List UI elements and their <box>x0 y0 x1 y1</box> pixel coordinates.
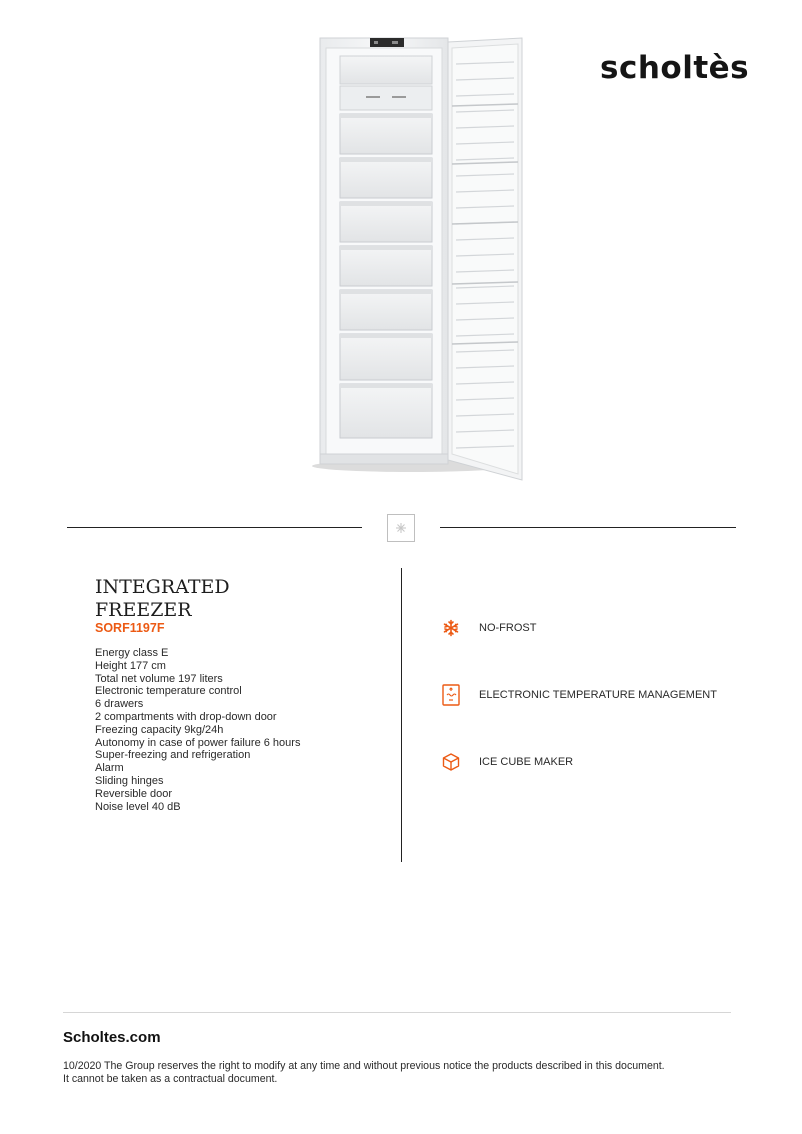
disclaimer-line: It cannot be taken as a contractual document. <box>63 1073 278 1085</box>
spec-item: Super-freezing and refrigeration <box>95 749 251 762</box>
spec-item: Total net volume 197 liters <box>95 672 223 685</box>
disclaimer-line: 10/2020 The Group reserves the right to modify at any time and without previous notice the products described in this document. <box>63 1060 665 1072</box>
website-link[interactable]: Scholtes.com <box>63 1029 161 1046</box>
product-title-line1: INTEGRATED <box>95 576 230 598</box>
freezer-product-image <box>312 34 528 494</box>
snowflake-icon <box>395 522 407 534</box>
spec-item: Electronic temperature control <box>95 685 242 698</box>
feature-label: ICE CUBE MAKER <box>479 756 574 768</box>
spec-item: Autonomy in case of power failure 6 hours <box>95 736 301 749</box>
legal-disclaimer <box>63 1060 763 1086</box>
product-model: SORF1197F <box>95 621 165 635</box>
feature-electronic-temperature <box>440 682 760 708</box>
feature-label: ELECTRONIC TEMPERATURE MANAGEMENT <box>479 689 717 701</box>
spec-item: Height 177 cm <box>95 659 166 672</box>
brand-logo: scholtès <box>600 50 750 86</box>
feature-label: NO-FROST <box>479 622 537 634</box>
spec-list <box>95 647 300 813</box>
temperature-panel-icon <box>440 684 462 706</box>
footer-divider <box>63 1012 731 1013</box>
product-title-line2: FREEZER <box>95 599 192 621</box>
ice-cube-icon <box>440 751 462 773</box>
section-divider-left <box>67 527 362 528</box>
spec-item: Reversible door <box>95 787 173 800</box>
snowflake-icon <box>440 617 462 639</box>
divider-snowflake-badge <box>387 514 415 542</box>
spec-item: Freezing capacity 9kg/24h <box>95 723 224 736</box>
feature-ice-cube-maker <box>440 749 760 775</box>
spec-item: Energy class E <box>95 647 169 659</box>
spec-item: Sliding hinges <box>95 774 164 787</box>
feature-no-frost <box>440 615 760 641</box>
product-title <box>95 576 355 622</box>
section-divider-right <box>440 527 736 528</box>
column-divider <box>401 568 402 862</box>
spec-item: 6 drawers <box>95 698 144 711</box>
spec-item: Alarm <box>95 762 124 775</box>
spec-item: 2 compartments with drop-down door <box>95 710 277 723</box>
spec-item: Noise level 40 dB <box>95 800 181 813</box>
